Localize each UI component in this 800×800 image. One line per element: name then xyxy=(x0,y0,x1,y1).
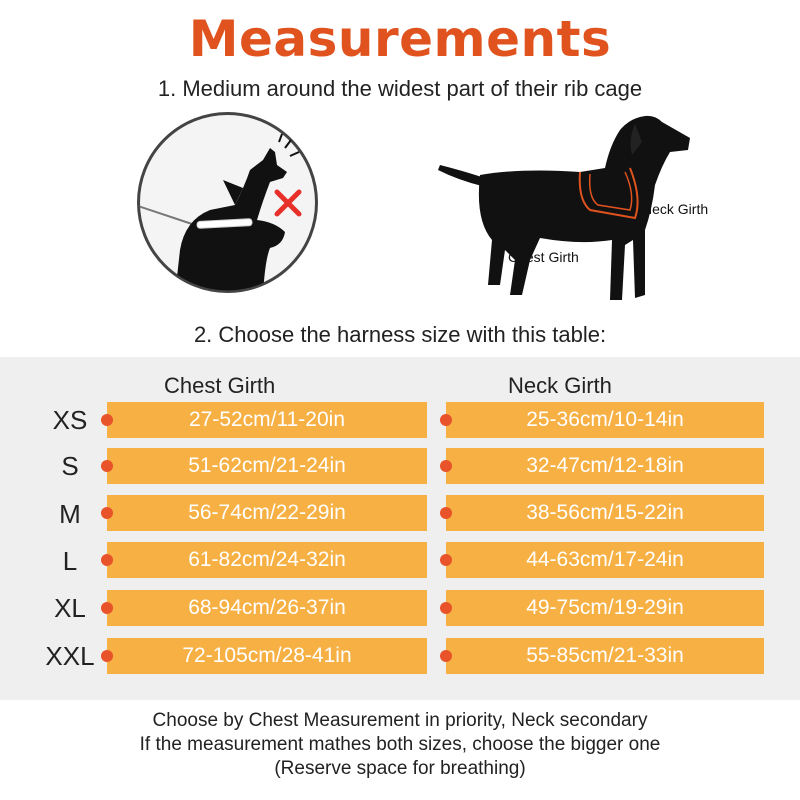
chest-girth-header: Chest Girth xyxy=(164,373,276,398)
footer-note-priority: Choose by Chest Measurement in priority, Neck secondary xyxy=(152,710,648,731)
row-marker-icon xyxy=(101,650,113,662)
size-label: M xyxy=(59,499,81,529)
row-marker-icon xyxy=(440,414,452,426)
footer-note-bigger-size: If the measurement mathes both sizes, choose the bigger one xyxy=(139,734,661,755)
chest-range: 56-74cm/22-29in xyxy=(107,495,427,531)
row-marker-icon xyxy=(101,460,113,472)
row-marker-icon xyxy=(440,602,452,614)
row-marker-icon xyxy=(440,460,452,472)
chest-girth-label: Chest Girth xyxy=(508,249,579,265)
dog-harness-illustration xyxy=(430,110,730,310)
wrong-collar-illustration xyxy=(135,110,320,295)
row-marker-icon xyxy=(101,554,113,566)
chest-range: 72-105cm/28-41in xyxy=(107,638,427,674)
step-1-instruction: 1. Medium around the widest part of their rib cage xyxy=(157,76,643,101)
chest-range: 61-82cm/24-32in xyxy=(107,542,427,578)
row-marker-icon xyxy=(440,650,452,662)
footer-note-breathing: (Reserve space for breathing) xyxy=(274,758,526,779)
neck-girth-header: Neck Girth xyxy=(508,373,612,398)
neck-girth-label: Neck Girth xyxy=(642,201,709,217)
size-label: XS xyxy=(52,405,88,435)
chest-range: 27-52cm/11-20in xyxy=(107,402,427,438)
neck-range: 44-63cm/17-24in xyxy=(446,542,764,578)
page-title: Measurements xyxy=(188,10,612,68)
size-label: S xyxy=(61,451,79,481)
chest-range: 68-94cm/26-37in xyxy=(107,590,427,626)
chest-range: 51-62cm/21-24in xyxy=(107,448,427,484)
row-marker-icon xyxy=(440,507,452,519)
size-label: L xyxy=(62,546,78,576)
row-marker-icon xyxy=(101,507,113,519)
row-marker-icon xyxy=(101,602,113,614)
neck-range: 25-36cm/10-14in xyxy=(446,402,764,438)
step-2-instruction: 2. Choose the harness size with this table: xyxy=(193,322,607,347)
neck-range: 38-56cm/15-22in xyxy=(446,495,764,531)
row-marker-icon xyxy=(440,554,452,566)
row-marker-icon xyxy=(101,414,113,426)
neck-range: 49-75cm/19-29in xyxy=(446,590,764,626)
neck-range: 32-47cm/12-18in xyxy=(446,448,764,484)
size-label: XXL xyxy=(45,641,95,671)
neck-range: 55-85cm/21-33in xyxy=(446,638,764,674)
size-label: XL xyxy=(54,593,86,623)
